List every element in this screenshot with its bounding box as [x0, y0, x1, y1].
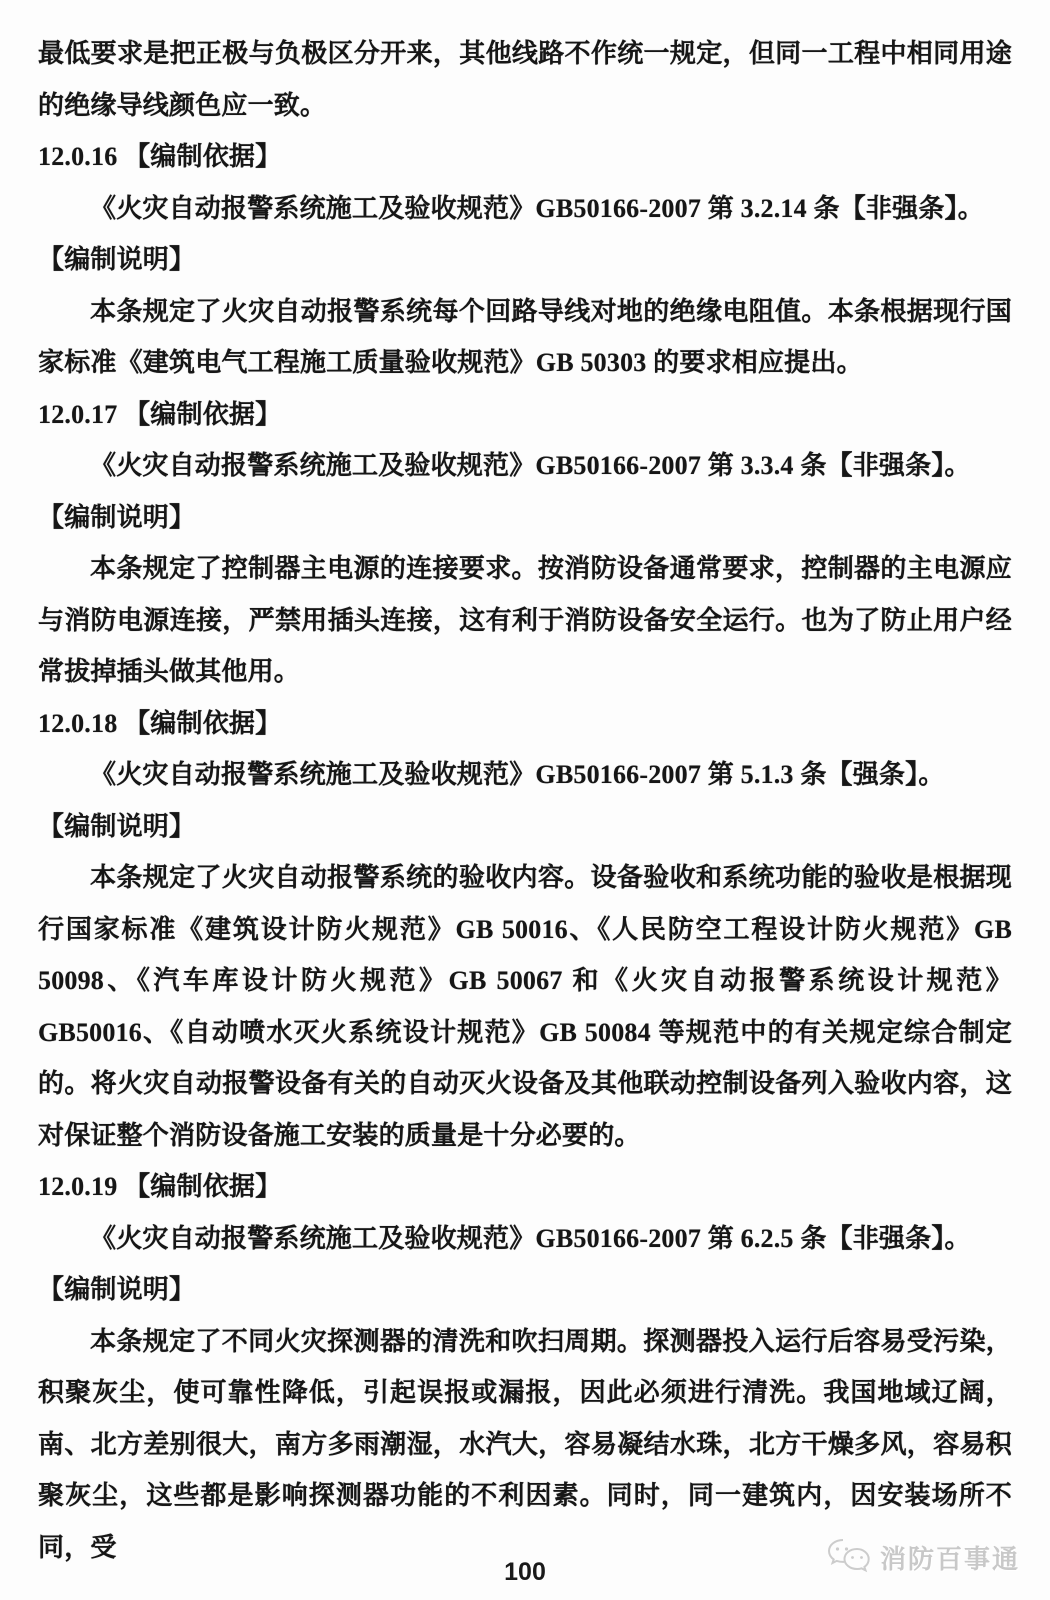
clause-heading-12-0-17: 12.0.17 【编制依据】 — [38, 399, 282, 429]
explanation-paragraph-12-0-16: 本条规定了火灾自动报警系统每个回路导线对地的绝缘电阻值。本条根据现行国家标准《建筑电气工程施工质量验收规范》GB 50303 的要求相应提出。 — [38, 296, 1012, 377]
page-number: 100 — [504, 1558, 546, 1586]
basis-reference-12-0-17: 《火灾自动报警系统施工及验收规范》GB50166-2007 第 3.3.4 条【非强条】。 — [90, 451, 971, 480]
basis-reference-12-0-18: 《火灾自动报警系统施工及验收规范》GB50166-2007 第 5.1.3 条【强条】。 — [90, 760, 945, 789]
explanation-label-12-0-18: 【编制说明】 — [38, 811, 196, 841]
document-text-block — [38, 28, 1012, 1573]
basis-reference-12-0-19: 《火灾自动报警系统施工及验收规范》GB50166-2007 第 6.2.5 条【非强条】。 — [90, 1223, 971, 1253]
explanation-paragraph-12-0-18: 本条规定了火灾自动报警系统的验收内容。设备验收和系统功能的验收是根据现行国家标准《建筑设计防火规范》GB 50016、《人民防空工程设计防火规范》GB 50098、《汽车库设计防火规范》GB 50067 和《火灾自动报警系统设计规范》GB50016、《自动喷水灭火系统设计规范》GB 50084 等规范中的有关规定综合制定的。将火灾自动报警设备有关的自动灭火设备及其他联动控制设备列入验收内容，这对保证整个消防设备施工安装的质量是十分必要的。 — [38, 863, 1012, 1150]
clause-heading-12-0-19: 12.0.19 【编制依据】 — [38, 1172, 282, 1201]
explanation-label-12-0-17: 【编制说明】 — [38, 502, 196, 532]
continuation-paragraph: 最低要求是把正极与负极区分开来，其他线路不作统一规定，但同一工程中相同用途的绝缘导线颜色应一致。 — [38, 39, 1012, 120]
watermark-text: 消防百事通 — [879, 1544, 1020, 1574]
explanation-paragraph-12-0-19: 本条规定了不同火灾探测器的清洗和吹扫周期。探测器投入运行后容易受污染，积聚灰尘，使可靠性降低，引起误报或漏报，因此必须进行清洗。我国地域辽阔，南、北方差别很大，南方多雨潮湿，水汽大，容易凝结水珠，北方干燥多风，容易积聚灰尘，这些都是影响探测器功能的不利因素。同时，同一建筑内，因安装场所不同，受 — [38, 1326, 1012, 1562]
clause-heading-12-0-16: 12.0.16 【编制依据】 — [38, 142, 282, 171]
clause-heading-12-0-18: 12.0.18 【编制依据】 — [38, 708, 282, 738]
explanation-label-12-0-19: 【编制说明】 — [38, 1275, 196, 1304]
basis-reference-12-0-16: 《火灾自动报警系统施工及验收规范》GB50166-2007 第 3.2.14 条【非强条】。 — [90, 193, 984, 223]
explanation-label-12-0-16: 【编制说明】 — [38, 245, 196, 274]
explanation-paragraph-12-0-17: 本条规定了控制器主电源的连接要求。按消防设备通常要求，控制器的主电源应与消防电源连接，严禁用插头连接，这有利于消防设备安全运行。也为了防止用户经常拔掉插头做其他用。 — [38, 554, 1012, 686]
